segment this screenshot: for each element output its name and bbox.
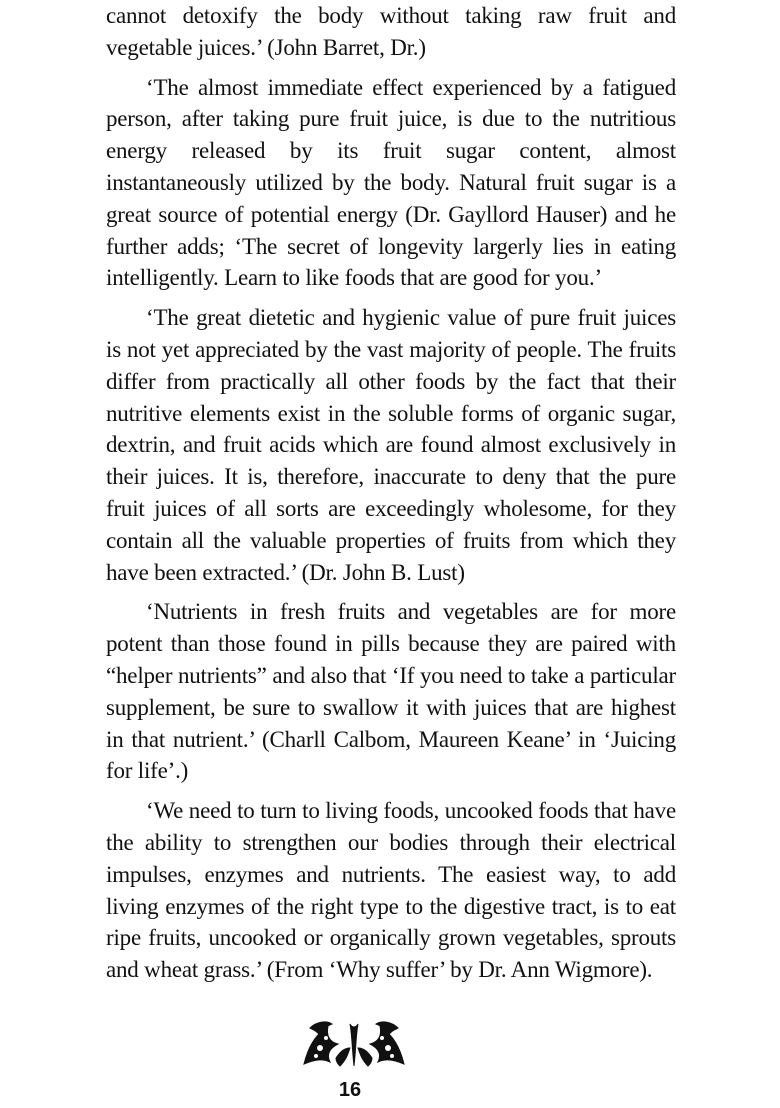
paragraph-continuation: cannot detoxify the body without taking raw fruit and vegetable juices.’ (John Barret, Dr.)	[106, 3, 676, 60]
paragraph-lust-quote: ‘The great dietetic and hygienic value of pure fruit juices is not yet appreciated by the vast majority of people. The fruits differ from practically all other foods by the fact that their nutritive elements exist in the soluble forms of organic sugar, dextrin, and fruit acids which are found almost exclusively in their juices. It is, therefore, inaccurate to deny that the pure fruit juices of all sorts are exceedingly wholesome, for they contain all the valuable properties of fruits from which they have been extracted.’ (Dr. John B. Lust)	[106, 305, 676, 585]
page-number: 16	[338, 1079, 362, 1101]
paragraph-hauser-quote: ‘The almost immediate effect experienced by a fatigued person, after taking pure fruit juice, is due to the nutritious energy released by its fruit sugar content, almost instantaneously utilized by the body. Natural fruit sugar is a great source of potential energy (Dr. Gayllord Hauser) and he further adds; ‘The secret of longevity largerly lies in eating intelligently. Learn to like foods that are good for you.’	[106, 74, 676, 291]
paragraph-calbom-quote: ‘Nutrients in fresh fruits and vegetables are for more potent than those found in pills because they are paired with “helper nutrients” and also that ‘If you need to take a particular supplement, be sure to swallow it with juices that are highest in that nutrient.’ (Charll Calbom, Maureen Keane’ in ‘Juicing for life’.)	[106, 599, 676, 784]
floral-ornament-icon	[300, 1018, 408, 1070]
paragraph-wigmore-quote: ‘We need to turn to living foods, uncooked foods that have the ability to strengthen our bodies through their electrical impulses, enzymes and nutrients. The easiest way, to add living enzymes of the right type to the digestive tract, is to eat ripe fruits, uncooked or organically grown vegetables, sprouts and wheat grass.’ (From ‘Why suffer’ by Dr. Ann Wigmore).	[106, 798, 676, 983]
body-text	[106, 0, 676, 994]
